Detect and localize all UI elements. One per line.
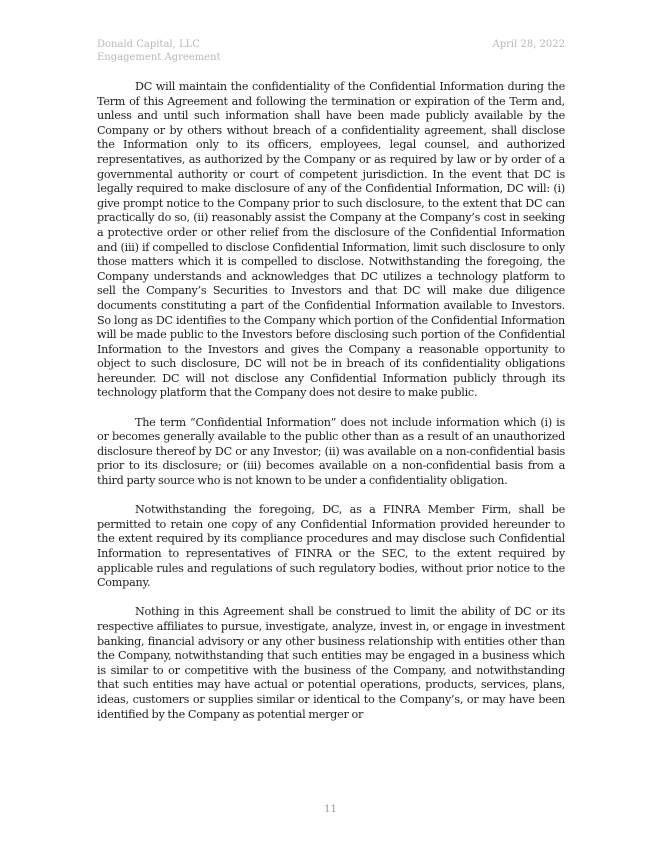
header-date: April 28, 2022 <box>492 39 565 50</box>
document-body <box>97 80 565 737</box>
header-document-title: Engagement Agreement <box>97 52 221 63</box>
header-company: Donald Capital, LLC <box>97 39 200 50</box>
page-number: 11 <box>324 804 337 815</box>
running-header <box>97 38 221 64</box>
paragraph-finra: Notwithstanding the foregoing, DC, as a FINRA Member Firm, shall be permitted to retain one copy of any Confidential Information provided hereunder to the extent required by its compliance procedures and may disclose such Confidential Information to representatives of FINRA or the SEC, to the extent required by applicable rules and regulations of such regulatory bodies, without prior notice to the Company. <box>97 503 565 590</box>
paragraph-definition: The term “Confidential Information” does not include information which (i) is or becomes generally available to the public other than as a result of an unauthorized disclosure thereof by DC or any Investor; (ii) was available on a non-confidential basis prior to its disclosure; or (iii) becomes available on a non-confidential basis from a third party source who is not known to be under a confidentiality obligation. <box>97 415 565 488</box>
paragraph-confidentiality: DC will maintain the confidentiality of the Confidential Information during the Term of this Agreement and following the termination or expiration of the Term and, unless and until such information shall have been made publicly available by the Company or by others without breach of a confidentiality agreement, shall disclose the Information only to its officers, employees, legal counsel, and authorized representatives, as authorized by the Company or as required by law or by order of a governmental authority or court of competent jurisdiction. In the event that DC is legally required to make disclosure of any of the Confidential Information, DC will: (i) give prompt notice to the Company prior to such disclosure, to the extent that DC can practically do so, (ii) reasonably assist the Company at the Company’s cost in seeking a protective order or other relief from the disclosure of the Confidential Information and (iii) if compelled to disclose Confidential Information, limit such disclosure to only those matters which it is compelled to disclose. Notwithstanding the foregoing, the Company understands and acknowledges that DC utilizes a technology platform to sell the Company’s Securities to Investors and that DC will make due diligence documents constituting a part of the Confidential Information available to Investors. So long as DC identifies to the Company which portion of the Confidential Information will be made public to the Investors before disclosing such portion of the Confidential Information to the Investors and gives the Company a reasonable opportunity to object to such disclosure, DC will not be in breach of its confidentiality obligations hereunder. DC will not disclose any Confidential Information publicly through its technology platform that the Company does not desire to make public. <box>97 80 565 400</box>
paragraph-no-limitation: Nothing in this Agreement shall be construed to limit the ability of DC or its respective affiliates to pursue, investigate, analyze, invest in, or engage in investment banking, financial advisory or any other business relationship with entities other than the Company, notwithstanding that such entities may be engaged in a business which is similar to or competitive with the business of the Company, and notwithstanding that such entities may have actual or potential operations, products, services, plans, ideas, customers or supplies similar or identical to the Company’s, or may have been identified by the Company as potential merger or <box>97 605 565 721</box>
